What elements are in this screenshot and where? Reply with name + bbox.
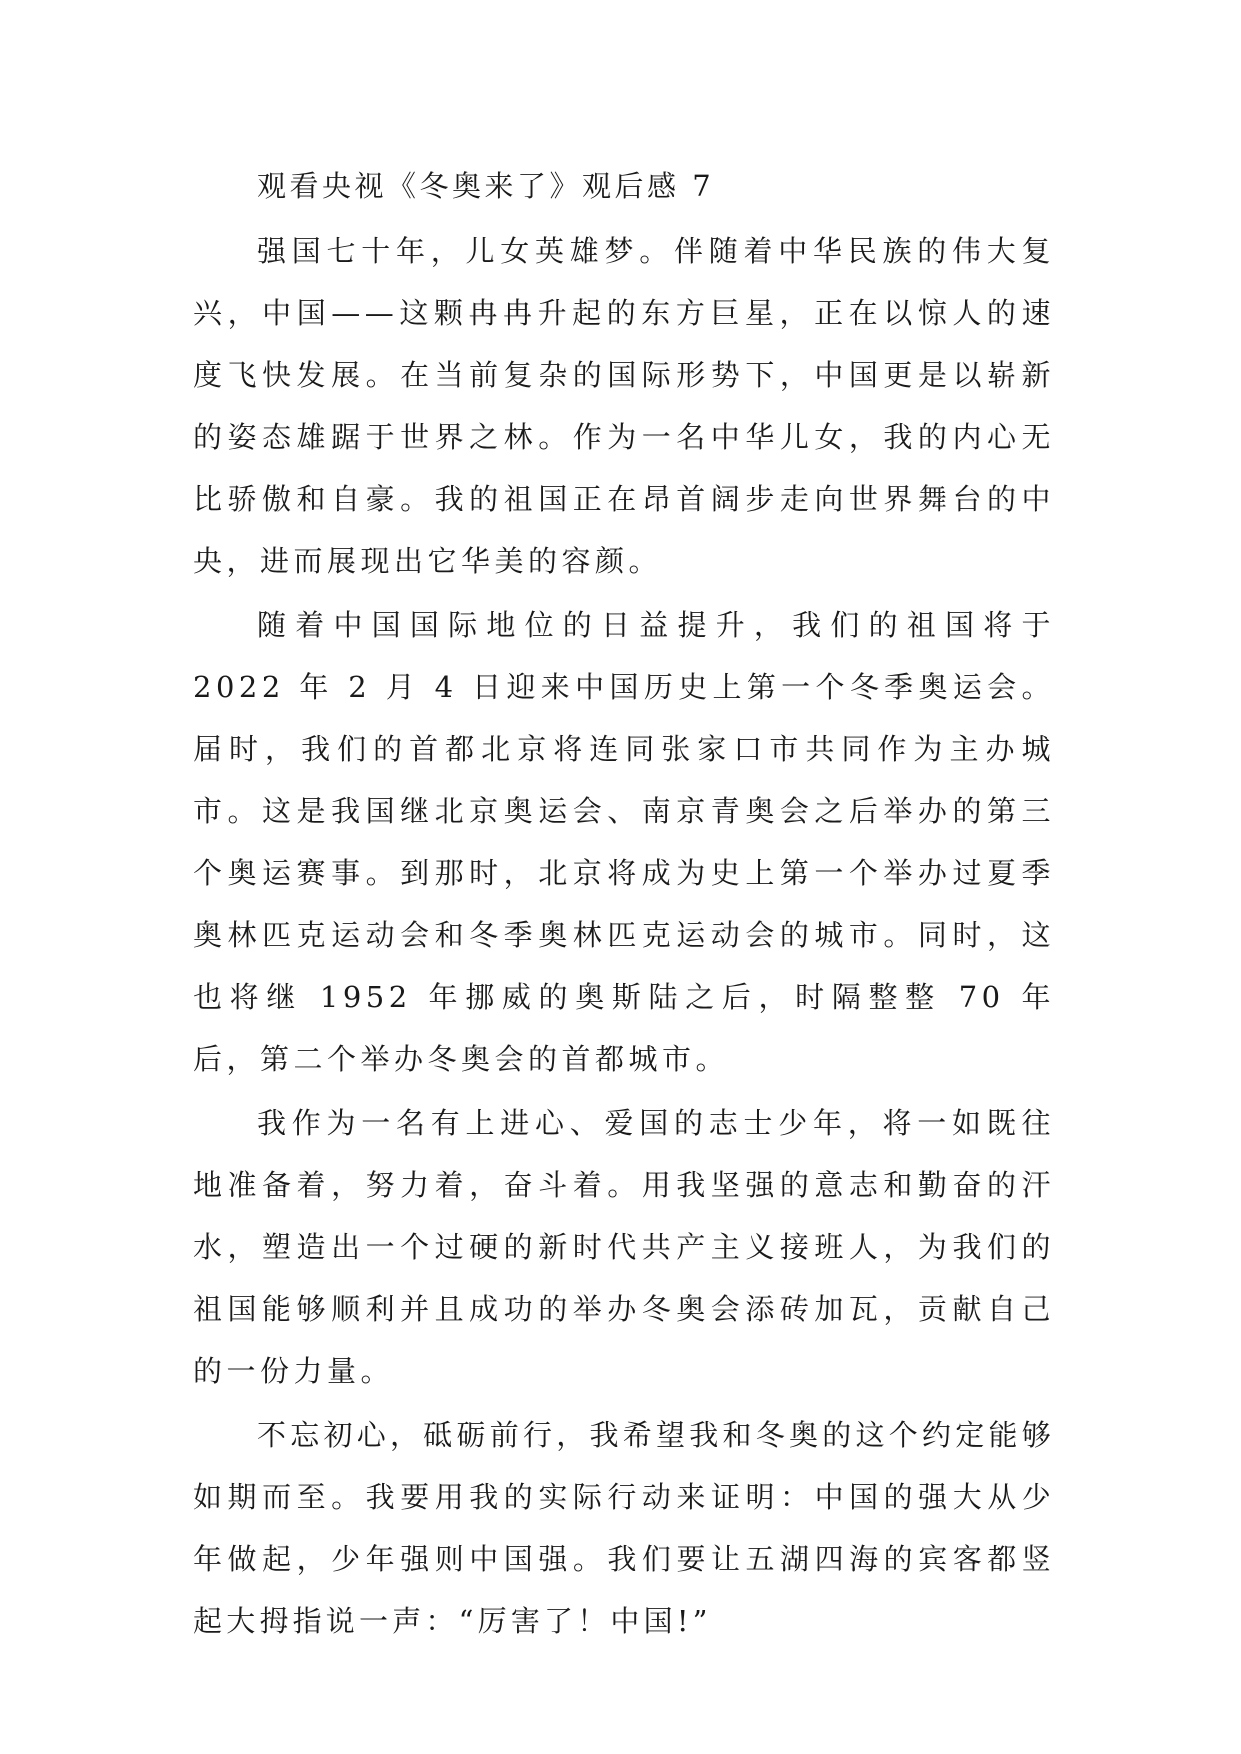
paragraph-2: 随着中国国际地位的日益提升，我们的祖国将于 2022 年 2 月 4 日迎来中国历史上第一个冬季奥运会。届时，我们的首都北京将连同张家口市共同作为主办城市。这是我国继北京奥运会、南京青奥会之后举办的第三个奥运赛事。到那时，北京将成为史上第一个举办过夏季奥林匹克运动会和冬季奥林匹克运动会的城市。同时，这也将继 1952 年挪威的奥斯陆之后，时隔整整 70 年后，第二个举办冬奥会的首都城市。	[193, 608, 1055, 1076]
paragraph-3: 我作为一名有上进心、爱国的志士少年，将一如既往地准备着，努力着，奋斗着。用我坚强的意志和勤奋的汗水，塑造出一个过硬的新时代共产主义接班人，为我们的祖国能够顺利并且成功的举办冬奥会添砖加瓦，贡献自己的一份力量。	[193, 1106, 1055, 1388]
paragraph-4: 不忘初心，砥砺前行，我希望我和冬奥的这个约定能够如期而至。我要用我的实际行动来证明：中国的强大从少年做起，少年强则中国强。我们要让五湖四海的宾客都竖起大拇指说一声：“厉害了！中国!”	[193, 1418, 1055, 1638]
paragraph-1: 强国七十年，儿女英雄梦。伴随着中华民族的伟大复兴，中国——这颗冉冉升起的东方巨星，正在以惊人的速度飞快发展。在当前复杂的国际形势下，中国更是以崭新的姿态雄踞于世界之林。作为一名中华儿女，我的内心无比骄傲和自豪。我的祖国正在昂首阔步走向世界舞台的中央，进而展现出它华美的容颜。	[193, 234, 1055, 578]
document-title: 观看央视《冬奥来了》观后感 7	[257, 169, 715, 203]
document-body	[193, 155, 1055, 1652]
